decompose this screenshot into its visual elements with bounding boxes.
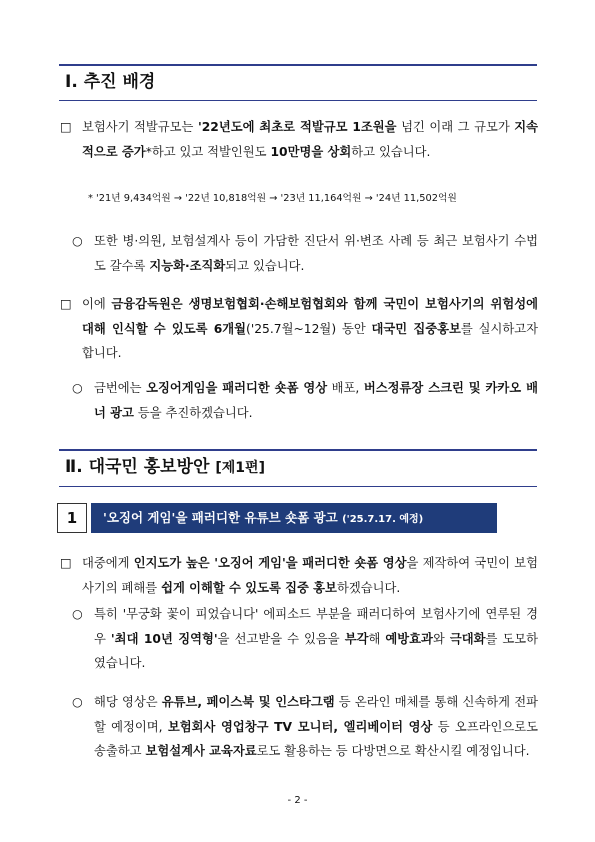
paragraph-promotion-1 bbox=[60, 551, 538, 600]
paragraph-background-1-text: 보험사기 적발규모는 '22년도에 최초로 적발규모 1조원을 넘긴 이래 그 규모가 지속적으로 증가*하고 있고 적발인원도 10만명을 상회하고 있습니다. bbox=[82, 120, 539, 159]
paragraph-background-2-text: 또한 병·의원, 보험설계사 등이 가담한 진단서 위·변조 사례 등 최근 보험사기 수법도 갈수록 지능화·조직화되고 있습니다. bbox=[94, 234, 538, 273]
circle-bullet: ○ bbox=[72, 695, 83, 709]
paragraph-background-2 bbox=[72, 229, 538, 278]
section-2-numeral: Ⅱ. bbox=[65, 457, 83, 477]
section-2-header bbox=[59, 449, 537, 487]
subsection-1-banner bbox=[57, 503, 497, 533]
section-1-bottom-rule bbox=[59, 100, 537, 101]
paragraph-promotion-1-text: 대중에게 인지도가 높은 '오징어 게임'을 패러디한 숏폼 영상을 제작하여 국민이 보험사기의 폐해를 쉽게 이해할 수 있도록 집중 홍보하겠습니다. bbox=[82, 556, 538, 595]
section-1-title-text: 추진 배경 bbox=[83, 72, 156, 92]
paragraph-promotion-3-text: 해당 영상은 유튜브, 페이스북 및 인스타그램 등 온라인 매체를 통해 신속하게 전파할 예정이며, 보험회사 영업창구 TV 모니터, 엘리베이터 영상 등 오프라인으로도 송출하고 보험설계사 교육자료로도 활용하는 등 다방면으로 확산시킬 예정입니다. bbox=[94, 695, 538, 758]
square-bullet: □ bbox=[60, 556, 72, 570]
section-2-subtitle: [제1편] bbox=[215, 460, 265, 476]
paragraph-background-1 bbox=[60, 115, 538, 164]
paragraph-promotion-2-text: 특히 '무궁화 꽃이 피었습니다' 에피소드 부분을 패러디하여 보험사기에 연루된 경우 '최대 10년 징역형'을 선고받을 수 있음을 부각해 예방효과와 극대화를 도모하였습니다. bbox=[94, 607, 539, 670]
footnote-fraud-amounts: * '21년 9,434억원 → '22년 10,818억원 → '23년 11,164억원 → '24년 11,502억원 bbox=[88, 193, 457, 204]
subsection-1-number: 1 bbox=[57, 503, 87, 533]
paragraph-background-3 bbox=[60, 292, 538, 366]
page-number: - 2 - bbox=[287, 795, 308, 806]
square-bullet: □ bbox=[60, 297, 72, 311]
paragraph-background-4 bbox=[72, 376, 538, 425]
square-bullet: □ bbox=[60, 120, 72, 134]
section-2-title-text: 대국민 홍보방안 bbox=[88, 457, 210, 477]
paragraph-promotion-2 bbox=[72, 602, 538, 676]
section-2-title bbox=[59, 451, 537, 482]
paragraph-background-4-text: 금번에는 오징어게임을 패러디한 숏폼 영상 배포, 버스정류장 스크린 및 카카오 배너 광고 등을 추진하겠습니다. bbox=[94, 381, 538, 420]
section-1-title bbox=[59, 66, 537, 96]
circle-bullet: ○ bbox=[72, 607, 83, 621]
paragraph-promotion-3 bbox=[72, 690, 538, 764]
section-2-bottom-rule bbox=[59, 486, 537, 487]
subsection-1-title: '오징어 게임'을 패러디한 유튜브 숏폼 광고 ('25.7.17. 예정) bbox=[91, 503, 497, 533]
section-1-numeral: Ⅰ. bbox=[65, 72, 78, 92]
subsection-1-date: ('25.7.17. 예정) bbox=[342, 514, 424, 525]
section-1-header bbox=[59, 64, 537, 101]
paragraph-background-3-text: 이에 금융감독원은 생명보험협회·손해보험협회와 함께 국민이 보험사기의 위험성에 대해 인식할 수 있도록 6개월('25.7월~12월) 동안 대국민 집중홍보를 실시하고자 합니다. bbox=[82, 297, 538, 360]
circle-bullet: ○ bbox=[72, 234, 83, 248]
circle-bullet: ○ bbox=[72, 381, 83, 395]
